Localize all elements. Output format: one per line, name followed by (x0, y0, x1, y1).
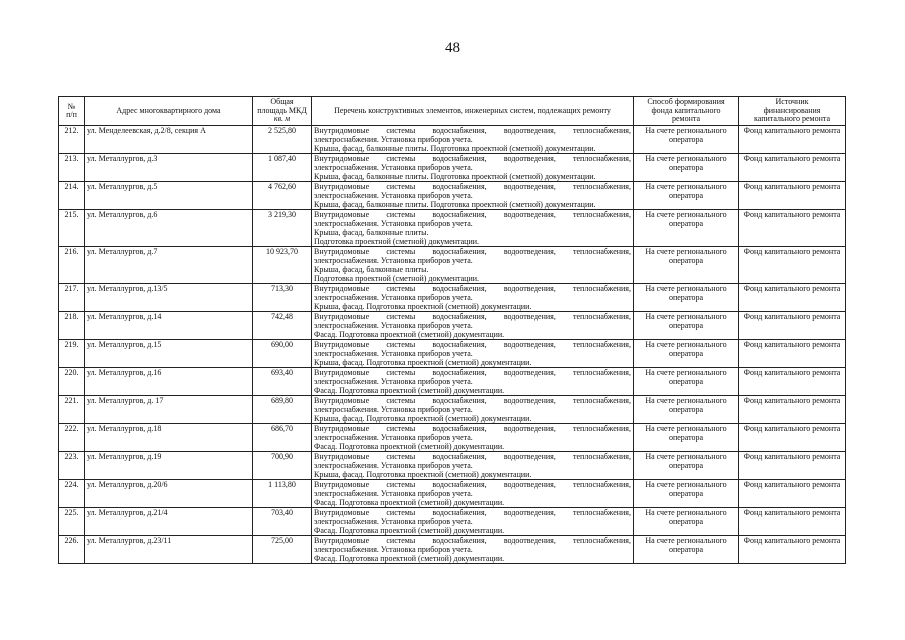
header-area-label: Общая площадь МКД (257, 97, 307, 115)
works-line: Внутридомовые системы водоснабжения, водоотведения, теплоснабжения, электроснабжения. Установка приборов учета. (314, 126, 631, 144)
row-works (312, 210, 634, 247)
row-method: На счете регионального оператора (634, 154, 739, 182)
row-source: Фонд капитального ремонта (739, 182, 846, 210)
row-works (312, 508, 634, 536)
row-source: Фонд капитального ремонта (739, 368, 846, 396)
table-row (59, 424, 846, 452)
row-works (312, 182, 634, 210)
row-number: 217. (59, 284, 85, 312)
works-line: Внутридомовые системы водоснабжения, водоотведения, теплоснабжения, электроснабжения. Установка приборов учета. (314, 340, 631, 358)
row-source: Фонд капитального ремонта (739, 480, 846, 508)
row-area: 700,90 (253, 452, 312, 480)
table-row (59, 210, 846, 247)
row-method: На счете регионального оператора (634, 536, 739, 564)
row-method: На счете регионального оператора (634, 396, 739, 424)
works-line: Фасад. Подготовка проектной (сметной) документации. (314, 526, 505, 535)
works-line: Крыша, фасад. Подготовка проектной (сметной) документации. (314, 302, 532, 311)
row-number: 212. (59, 126, 85, 154)
header-num: № п/п (59, 97, 85, 126)
row-area: 725,00 (253, 536, 312, 564)
table-row (59, 284, 846, 312)
row-source: Фонд капитального ремонта (739, 126, 846, 154)
row-works (312, 480, 634, 508)
row-number: 221. (59, 396, 85, 424)
works-line: Внутридомовые системы водоснабжения, водоотведения, теплоснабжения, электроснабжения. Установка приборов учета. (314, 210, 631, 228)
row-number: 216. (59, 247, 85, 284)
works-line: Фасад. Подготовка проектной (сметной) документации. (314, 554, 505, 563)
row-source: Фонд капитального ремонта (739, 312, 846, 340)
row-works (312, 312, 634, 340)
row-works (312, 126, 634, 154)
row-area: 1 087,40 (253, 154, 312, 182)
row-area: 4 762,60 (253, 182, 312, 210)
works-line: Внутридомовые системы водоснабжения, водоотведения, теплоснабжения, электроснабжения. Установка приборов учета. (314, 312, 631, 330)
header-area-unit: кв. м (273, 114, 291, 124)
row-address: ул. Металлургов, д.7 (85, 247, 253, 284)
row-number: 224. (59, 480, 85, 508)
row-method: На счете регионального оператора (634, 480, 739, 508)
header-works: Перечень конструктивных элементов, инженерных систем, подлежащих ремонту (312, 97, 634, 126)
row-address: ул. Металлургов, д.21/4 (85, 508, 253, 536)
works-line: Внутридомовые системы водоснабжения, водоотведения, теплоснабжения, электроснабжения. Установка приборов учета. (314, 536, 631, 554)
table-row (59, 182, 846, 210)
row-address: ул. Металлургов, д.13/5 (85, 284, 253, 312)
row-works (312, 452, 634, 480)
row-works (312, 424, 634, 452)
row-address: ул. Металлургов, д.5 (85, 182, 253, 210)
repair-program-table (58, 96, 846, 564)
works-line: Фасад. Подготовка проектной (сметной) документации. (314, 498, 505, 507)
row-area: 1 113,80 (253, 480, 312, 508)
works-line: Внутридомовые системы водоснабжения, водоотведения, теплоснабжения, электроснабжения. Установка приборов учета. (314, 284, 631, 302)
row-number: 214. (59, 182, 85, 210)
row-number: 215. (59, 210, 85, 247)
works-line: Внутридомовые системы водоснабжения, водоотведения, теплоснабжения, электроснабжения. Установка приборов учета. (314, 424, 631, 442)
row-address: ул. Металлургов, д.3 (85, 154, 253, 182)
row-address: ул. Металлургов, д.23/11 (85, 536, 253, 564)
row-works (312, 368, 634, 396)
header-source: Источник финансирования капитального ремонта (739, 97, 846, 126)
works-line: Крыша, фасад, балконные плиты. Подготовка проектной (сметной) документации. (314, 172, 596, 181)
row-source: Фонд капитального ремонта (739, 210, 846, 247)
row-area: 690,00 (253, 340, 312, 368)
row-area: 689,80 (253, 396, 312, 424)
works-line: Крыша, фасад. Подготовка проектной (сметной) документации. (314, 358, 532, 367)
works-line: Внутридомовые системы водоснабжения, водоотведения, теплоснабжения, электроснабжения. Установка приборов учета. (314, 396, 631, 414)
row-works (312, 536, 634, 564)
row-method: На счете регионального оператора (634, 508, 739, 536)
works-line: Внутридомовые системы водоснабжения, водоотведения, теплоснабжения, электроснабжения. Установка приборов учета. (314, 452, 631, 470)
works-line: Крыша, фасад, балконные плиты. Подготовка проектной (сметной) документации. (314, 200, 596, 209)
row-number: 219. (59, 340, 85, 368)
works-line: Внутридомовые системы водоснабжения, водоотведения, теплоснабжения, электроснабжения. Установка приборов учета. (314, 480, 631, 498)
row-area: 703,40 (253, 508, 312, 536)
row-method: На счете регионального оператора (634, 424, 739, 452)
table-row (59, 508, 846, 536)
works-line: Внутридомовые системы водоснабжения, водоотведения, теплоснабжения, электроснабжения. Установка приборов учета. (314, 368, 631, 386)
works-line: Подготовка проектной (сметной) документации. (314, 237, 480, 246)
works-line: Крыша, фасад, балконные плиты. (314, 265, 429, 274)
row-source: Фонд капитального ремонта (739, 154, 846, 182)
table-row (59, 154, 846, 182)
table-header-row (59, 97, 846, 126)
row-source: Фонд капитального ремонта (739, 424, 846, 452)
row-address: ул. Металлургов, д.19 (85, 452, 253, 480)
works-line: Внутридомовые системы водоснабжения, водоотведения, теплоснабжения, электроснабжения. Установка приборов учета. (314, 154, 631, 172)
row-method: На счете регионального оператора (634, 284, 739, 312)
works-line: Фасад. Подготовка проектной (сметной) документации. (314, 442, 505, 451)
works-line: Фасад. Подготовка проектной (сметной) документации. (314, 330, 505, 339)
row-number: 218. (59, 312, 85, 340)
table-row (59, 340, 846, 368)
row-source: Фонд капитального ремонта (739, 536, 846, 564)
row-address: ул. Металлургов, д.6 (85, 210, 253, 247)
row-area: 10 923,70 (253, 247, 312, 284)
header-address: Адрес многоквартирного дома (85, 97, 253, 126)
row-source: Фонд капитального ремонта (739, 284, 846, 312)
table-row (59, 396, 846, 424)
works-line: Крыша, фасад. Подготовка проектной (сметной) документации. (314, 470, 532, 479)
row-source: Фонд капитального ремонта (739, 508, 846, 536)
row-number: 222. (59, 424, 85, 452)
table-row (59, 312, 846, 340)
table-row (59, 480, 846, 508)
row-number: 213. (59, 154, 85, 182)
row-address: ул. Металлургов, д. 17 (85, 396, 253, 424)
table-row (59, 368, 846, 396)
row-source: Фонд капитального ремонта (739, 396, 846, 424)
row-works (312, 247, 634, 284)
works-line: Фасад. Подготовка проектной (сметной) документации. (314, 386, 505, 395)
row-area: 693,40 (253, 368, 312, 396)
row-works (312, 284, 634, 312)
row-method: На счете регионального оператора (634, 312, 739, 340)
works-line: Крыша, фасад, балконные плиты. (314, 228, 429, 237)
row-area: 2 525,80 (253, 126, 312, 154)
row-address: ул. Металлургов, д.20/6 (85, 480, 253, 508)
row-method: На счете регионального оператора (634, 340, 739, 368)
works-line: Внутридомовые системы водоснабжения, водоотведения, теплоснабжения, электроснабжения. Установка приборов учета. (314, 508, 631, 526)
row-method: На счете регионального оператора (634, 126, 739, 154)
works-line: Крыша, фасад, балконные плиты. Подготовка проектной (сметной) документации. (314, 144, 596, 153)
row-address: ул. Металлургов, д.14 (85, 312, 253, 340)
row-address: ул. Металлургов, д.16 (85, 368, 253, 396)
row-number: 226. (59, 536, 85, 564)
works-line: Внутридомовые системы водоснабжения, водоотведения, теплоснабжения, электроснабжения. Установка приборов учета. (314, 182, 631, 200)
row-method: На счете регионального оператора (634, 247, 739, 284)
row-number: 223. (59, 452, 85, 480)
row-works (312, 154, 634, 182)
row-area: 686,70 (253, 424, 312, 452)
row-works (312, 396, 634, 424)
row-area: 713,30 (253, 284, 312, 312)
row-method: На счете регионального оператора (634, 452, 739, 480)
row-number: 225. (59, 508, 85, 536)
header-method: Способ формирования фонда капитального ремонта (634, 97, 739, 126)
works-line: Подготовка проектной (сметной) документации. (314, 274, 480, 283)
row-source: Фонд капитального ремонта (739, 340, 846, 368)
row-area: 742,48 (253, 312, 312, 340)
row-address: ул. Металлургов, д.15 (85, 340, 253, 368)
row-address: ул. Металлургов, д.18 (85, 424, 253, 452)
row-source: Фонд капитального ремонта (739, 452, 846, 480)
row-source: Фонд капитального ремонта (739, 247, 846, 284)
row-number: 220. (59, 368, 85, 396)
row-address: ул. Менделеевская, д.2/8, секция А (85, 126, 253, 154)
header-area (253, 97, 312, 126)
table-row (59, 536, 846, 564)
row-method: На счете регионального оператора (634, 182, 739, 210)
row-method: На счете регионального оператора (634, 210, 739, 247)
works-line: Внутридомовые системы водоснабжения, водоотведения, теплоснабжения, электроснабжения. Установка приборов учета. (314, 247, 631, 265)
table-row (59, 247, 846, 284)
table-row (59, 126, 846, 154)
row-area: 3 219,30 (253, 210, 312, 247)
works-line: Крыша, фасад. Подготовка проектной (сметной) документации. (314, 414, 532, 423)
table-row (59, 452, 846, 480)
page-number: 48 (445, 40, 460, 56)
row-method: На счете регионального оператора (634, 368, 739, 396)
row-works (312, 340, 634, 368)
